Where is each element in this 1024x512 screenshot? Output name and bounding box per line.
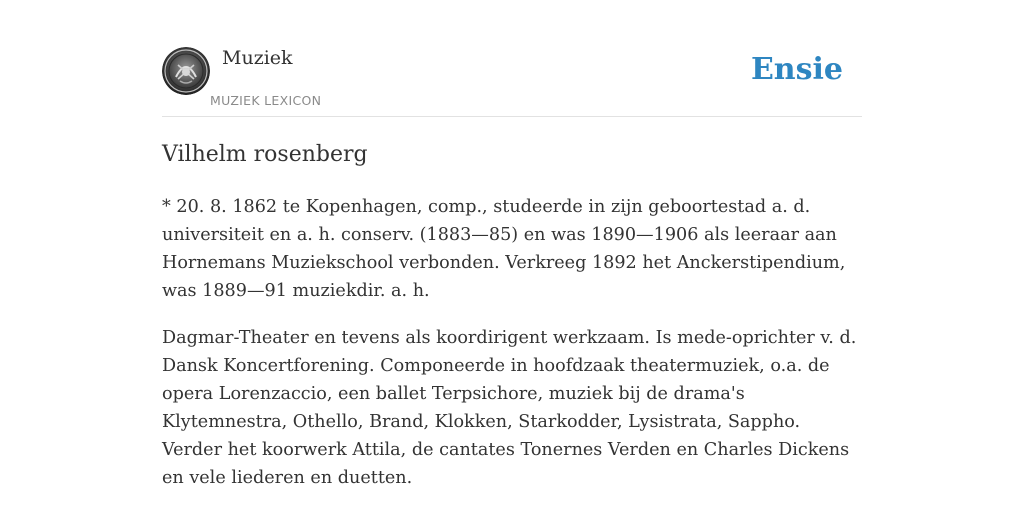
- article-content: [162, 139, 864, 492]
- category-title[interactable]: Muziek: [222, 47, 293, 69]
- article-paragraph: Dagmar-Theater en tevens als koordirigent werkzaam. Is mede-oprichter v. d. Dansk Koncertforening. Componeerde in hoofdzaak theatermuziek, o.a. de opera Lorenzaccio, een ballet Terpsichore, muziek bij de drama's Klytemnestra, Othello, Brand, Klokken, Starkodder, Lysistrata, Sappho. Verder het koorwerk Attila, de cantates Tonernes Verden en Charles Dickens en vele liederen en duetten.: [162, 328, 857, 488]
- category-subtitle[interactable]: MUZIEK LEXICON: [210, 93, 322, 108]
- entry-title: Vilhelm rosenberg: [162, 142, 368, 167]
- music-emblem-icon[interactable]: [162, 47, 210, 95]
- article-paragraph: * 20. 8. 1862 te Kopenhagen, comp., studeerde in zijn geboortestad a. d. universiteit en a. h. conserv. (1883—85) en was 1890—1906 als leeraar aan Hornemans Muziekschool verbonden. Verkreeg 1892 het Anckerstipendium, was 1889—91 muziekdir. a. h.: [162, 197, 846, 301]
- brand-logo[interactable]: Ensie: [750, 52, 843, 87]
- site-header: [162, 44, 862, 117]
